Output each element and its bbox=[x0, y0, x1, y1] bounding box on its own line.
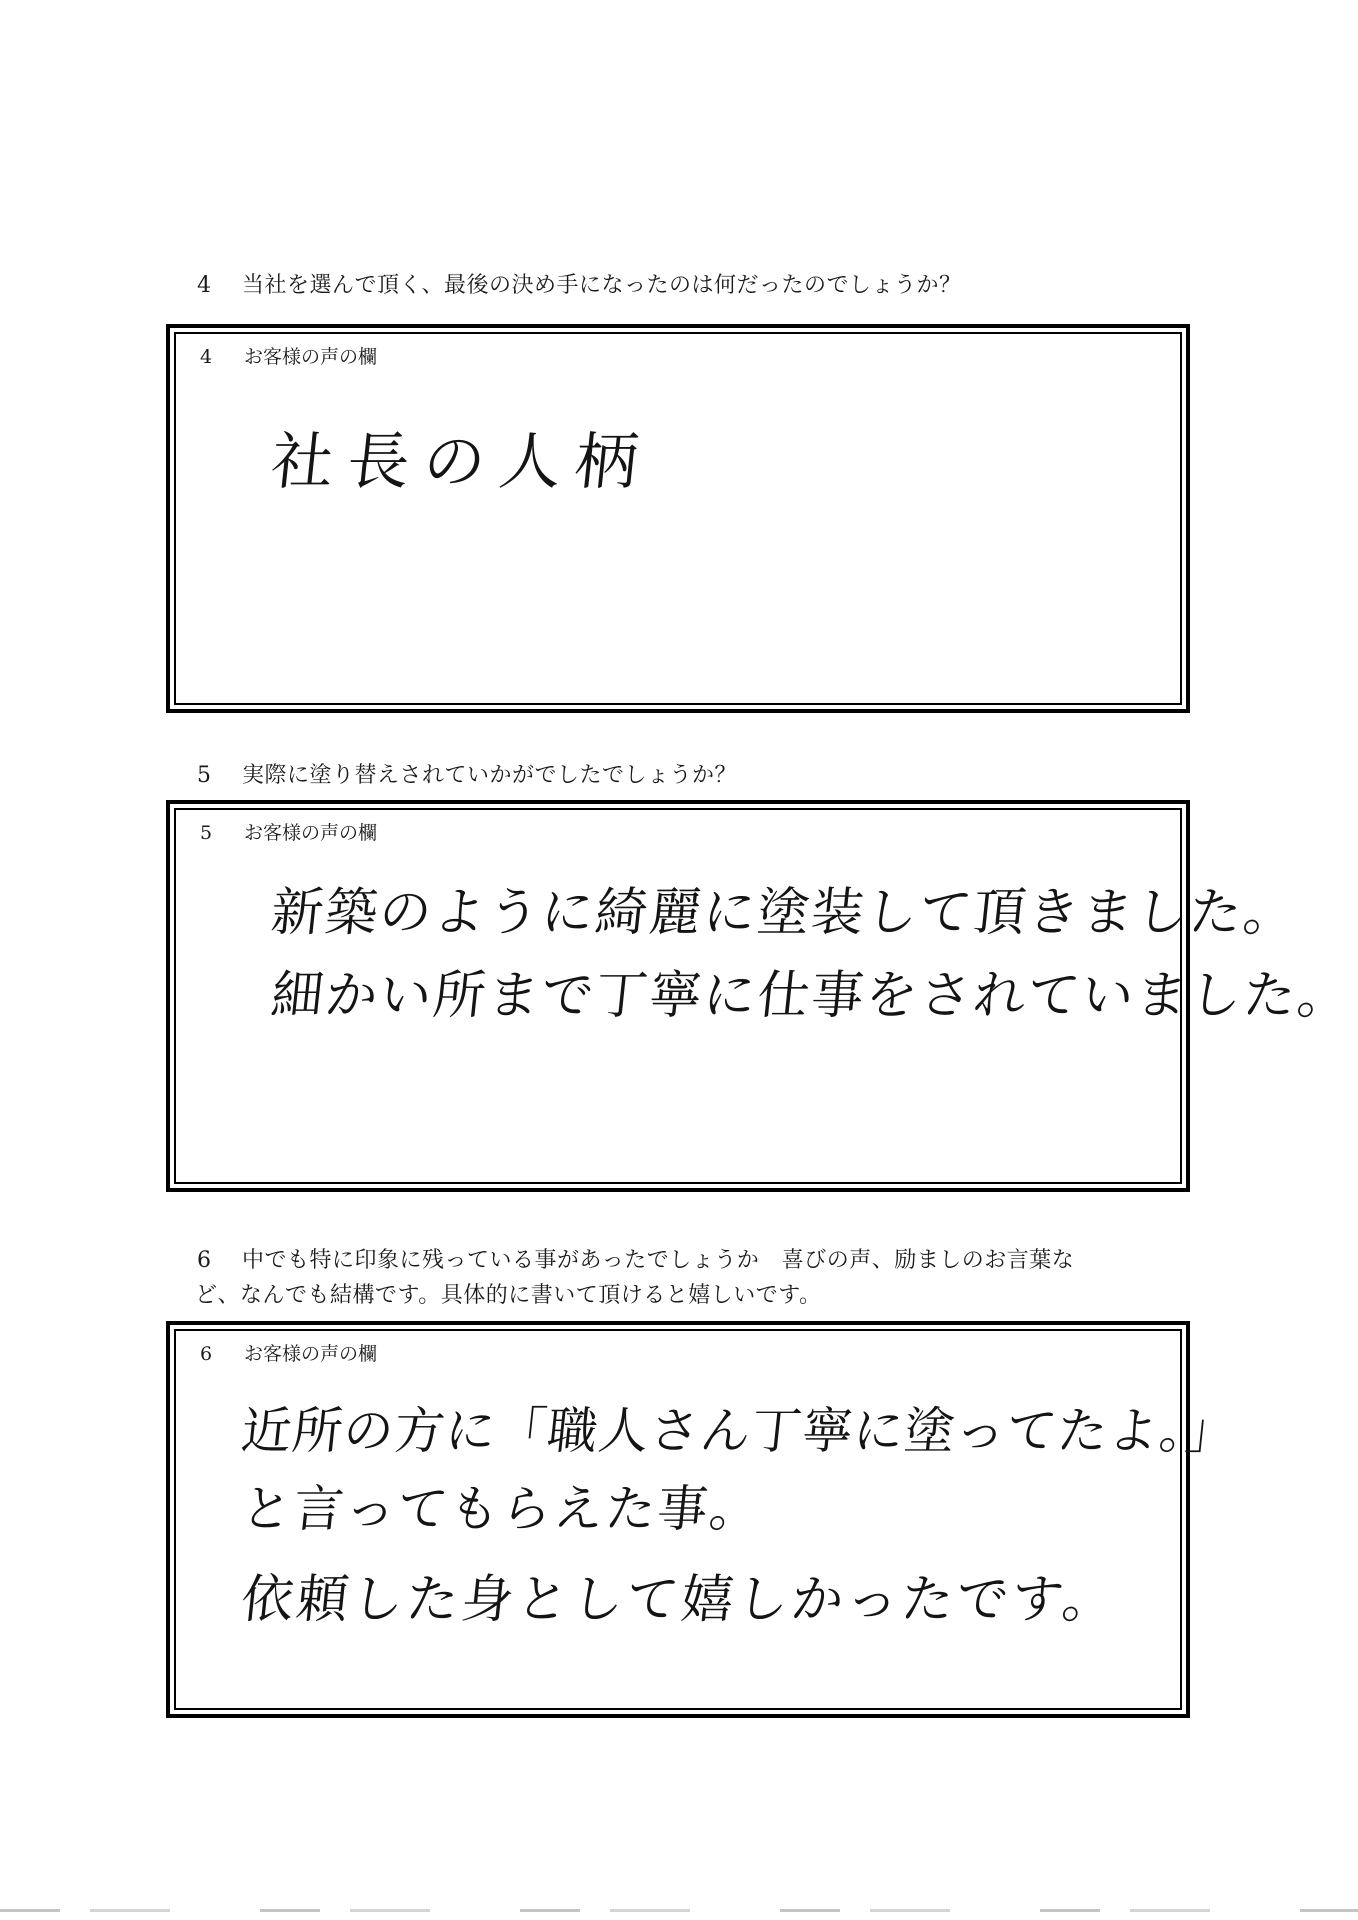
handwritten-answer-line: 社長の人柄 bbox=[267, 425, 656, 498]
scan-artifact-line bbox=[0, 1909, 1358, 1912]
question-line-2: ど、なんでも結構です。具体的に書いて頂けると嬉しいです。 bbox=[195, 1283, 822, 1309]
answer-box-6 bbox=[166, 1321, 1240, 1718]
answer-box-inner bbox=[174, 1329, 1240, 1710]
answer-box-label bbox=[200, 1339, 377, 1366]
question-text: 実際に塗り替えされていかがでしたでしょうか？ bbox=[242, 763, 738, 788]
answer-box-label bbox=[200, 818, 377, 845]
handwritten-answer-line: 新築のように綺麗に塗装して頂きました。 bbox=[268, 883, 1301, 943]
question-line-1 bbox=[197, 1243, 1197, 1278]
answer-box-label bbox=[200, 342, 377, 369]
handwritten-answer-line: と言ってもらえた事。 bbox=[238, 1480, 765, 1538]
answer-box-number: 5 bbox=[200, 822, 213, 844]
answer-box-inner bbox=[174, 808, 1355, 1184]
question-number: 5 bbox=[197, 763, 212, 788]
question-text: 中でも特に印象に残っている事があったでしょうか 喜びの声、励ましのお言葉な bbox=[242, 1248, 1075, 1273]
question-5 bbox=[197, 758, 737, 793]
question-4 bbox=[197, 268, 962, 303]
question-text: 当社を選んで頂く、最後の決め手になったのは何だったのでしょうか？ bbox=[242, 273, 962, 298]
handwritten-answer-line: 依頼した身として嬉しかったです。 bbox=[238, 1570, 1121, 1630]
answer-box-title: お客様の声の欄 bbox=[244, 1343, 378, 1365]
answer-box-4 bbox=[166, 324, 1190, 713]
handwritten-answer-line: 細かい所まで丁寧に仕事をされていました。 bbox=[268, 966, 1355, 1026]
question-number: 6 bbox=[197, 1248, 212, 1273]
answer-box-number: 4 bbox=[200, 346, 213, 368]
handwritten-answer-line: 近所の方に「職人さん丁寧に塗ってたよ。」 bbox=[238, 1402, 1240, 1460]
answer-box-5 bbox=[166, 800, 1355, 1192]
answer-box-title: お客様の声の欄 bbox=[244, 346, 378, 368]
question-6 bbox=[197, 1243, 1197, 1313]
answer-box-number: 6 bbox=[200, 1343, 213, 1365]
answer-box-inner bbox=[174, 332, 1182, 705]
answer-box-title: お客様の声の欄 bbox=[244, 822, 378, 844]
question-number: 4 bbox=[197, 273, 212, 298]
